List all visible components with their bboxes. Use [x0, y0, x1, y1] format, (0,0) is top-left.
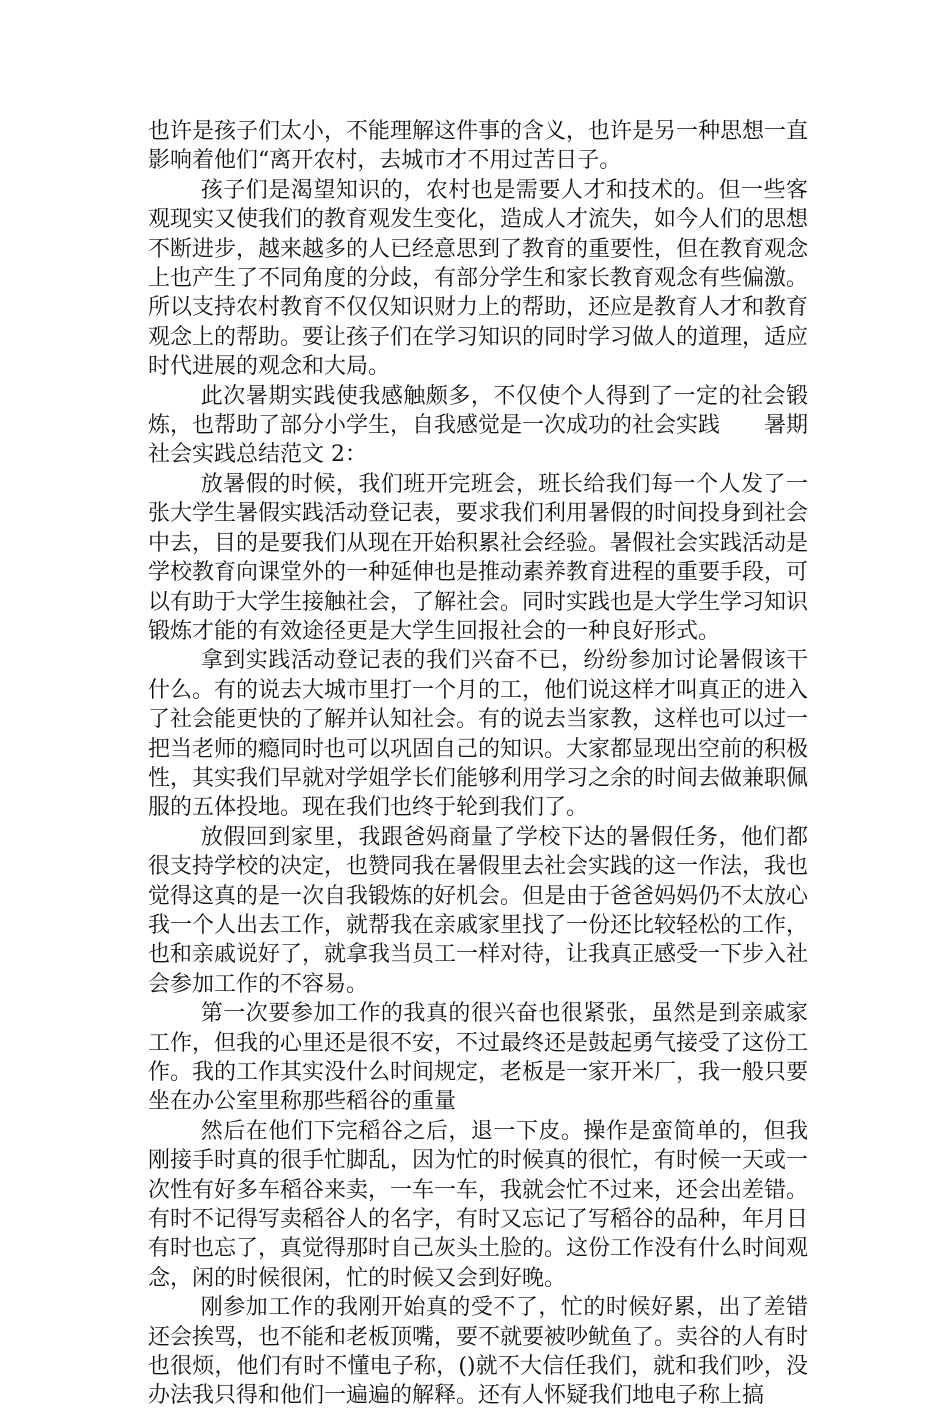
paragraph: 然后在他们下完稻谷之后，退一下皮。操作是蛮简单的，但我刚接手时真的很手忙脚乱，因为忙的时候真的很忙，有时候一天或一次性有好多车稻谷来卖，一车一车，我就会忙不过来，还会出差错。有时不记得写卖稻谷人的名字，有时又忘记了写稻谷的品种，年月日有时也忘了，真觉得那时自己灰头土脸的。这份工作没有什么时间观念，闲的时候很闲，忙的时候又会到好晚。 [148, 1118, 809, 1291]
paragraph: 第一次要参加工作的我真的很兴奋也很紧张，虽然是到亲戚家工作，但我的心里还是很不安，不过最终还是鼓起勇气接受了这份工作。我的工作其实没什么时间规定，老板是一家开米厂，我一般只要坐在办公室里称那些稻谷的重量 [148, 1001, 809, 1115]
paragraph: 此次暑期实践使我感触颇多，不仅使个人得到了一定的社会锻炼，也帮助了部分小学生，自我感觉是一次成功的社会实践 暑期社会实践总结范文 2： [148, 383, 809, 468]
document-body [148, 117, 808, 1411]
paragraph: 放暑假的时候，我们班开完班会，班长给我们每一个人发了一张大学生暑假实践活动登记表，要求我们利用暑假的时间投身到社会中去，目的是要我们从现在开始积累社会经验。暑假社会实践活动是学校教育向课堂外的一种延伸也是推动素养教育进程的重要手段，可以有助于大学生接触社会，了解社会。同时实践也是大学生学习知识锻炼才能的有效途径更是大学生回报社会的一种良好形式。 [148, 471, 809, 644]
paragraph: 放假回到家里，我跟爸妈商量了学校下达的暑假任务，他们都很支持学校的决定，也赞同我在暑假里去社会实践的这一作法，我也觉得这真的是一次自我锻炼的好机会。但是由于爸爸妈妈仍不太放心我一个人出去工作，就帮我在亲戚家里找了一份还比较轻松的工作，也和亲戚说好了，就拿我当员工一样对待，让我真正感受一下步入社会参加工作的不容易。 [148, 824, 809, 997]
paragraph: 拿到实践活动登记表的我们兴奋不已，纷纷参加讨论暑假该干什么。有的说去大城市里打一个月的工，他们说这样才叫真正的进入了社会能更快的了解并认知社会。有的说去当家教，这样也可以过一把当老师的瘾同时也可以巩固自己的知识。大家都显现出空前的积极性，其实我们早就对学姐学长们能够利用学习之余的时间去做兼职佩服的五体投地。现在我们也终于轮到我们了。 [148, 648, 809, 821]
paragraph: 也许是孩子们太小，不能理解这件事的含义，也许是另一种思想一直影响着他们“离开农村，去城市才不用过苦日子。 [148, 119, 809, 174]
paragraph: 刚参加工作的我刚开始真的受不了，忙的时候好累，出了差错还会挨骂，也不能和老板顶嘴，要不就要被吵鱿鱼了。卖谷的人有时也很烦，他们有时不懂电子称，()就不大信任我们，就和我们吵，没办法我只得和他们一遍遍的解释。还有人怀疑我们地电子称上搞 [148, 1295, 809, 1409]
paragraph: 孩子们是渴望知识的，农村也是需要人才和技术的。但一些客观现实又使我们的教育观发生变化，造成人才流失，如今人们的思想不断进步，越来越多的人已经意思到了教育的重要性，但在教育观念上也产生了不同角度的分歧，有部分学生和家长教育观念有些偏激。所以支持农村教育不仅仅知识财力上的帮助，还应是教育人才和教育观念上的帮助。要让孩子们在学习知识的同时学习做人的道理，适应时代进展的观念和大局。 [148, 177, 809, 380]
